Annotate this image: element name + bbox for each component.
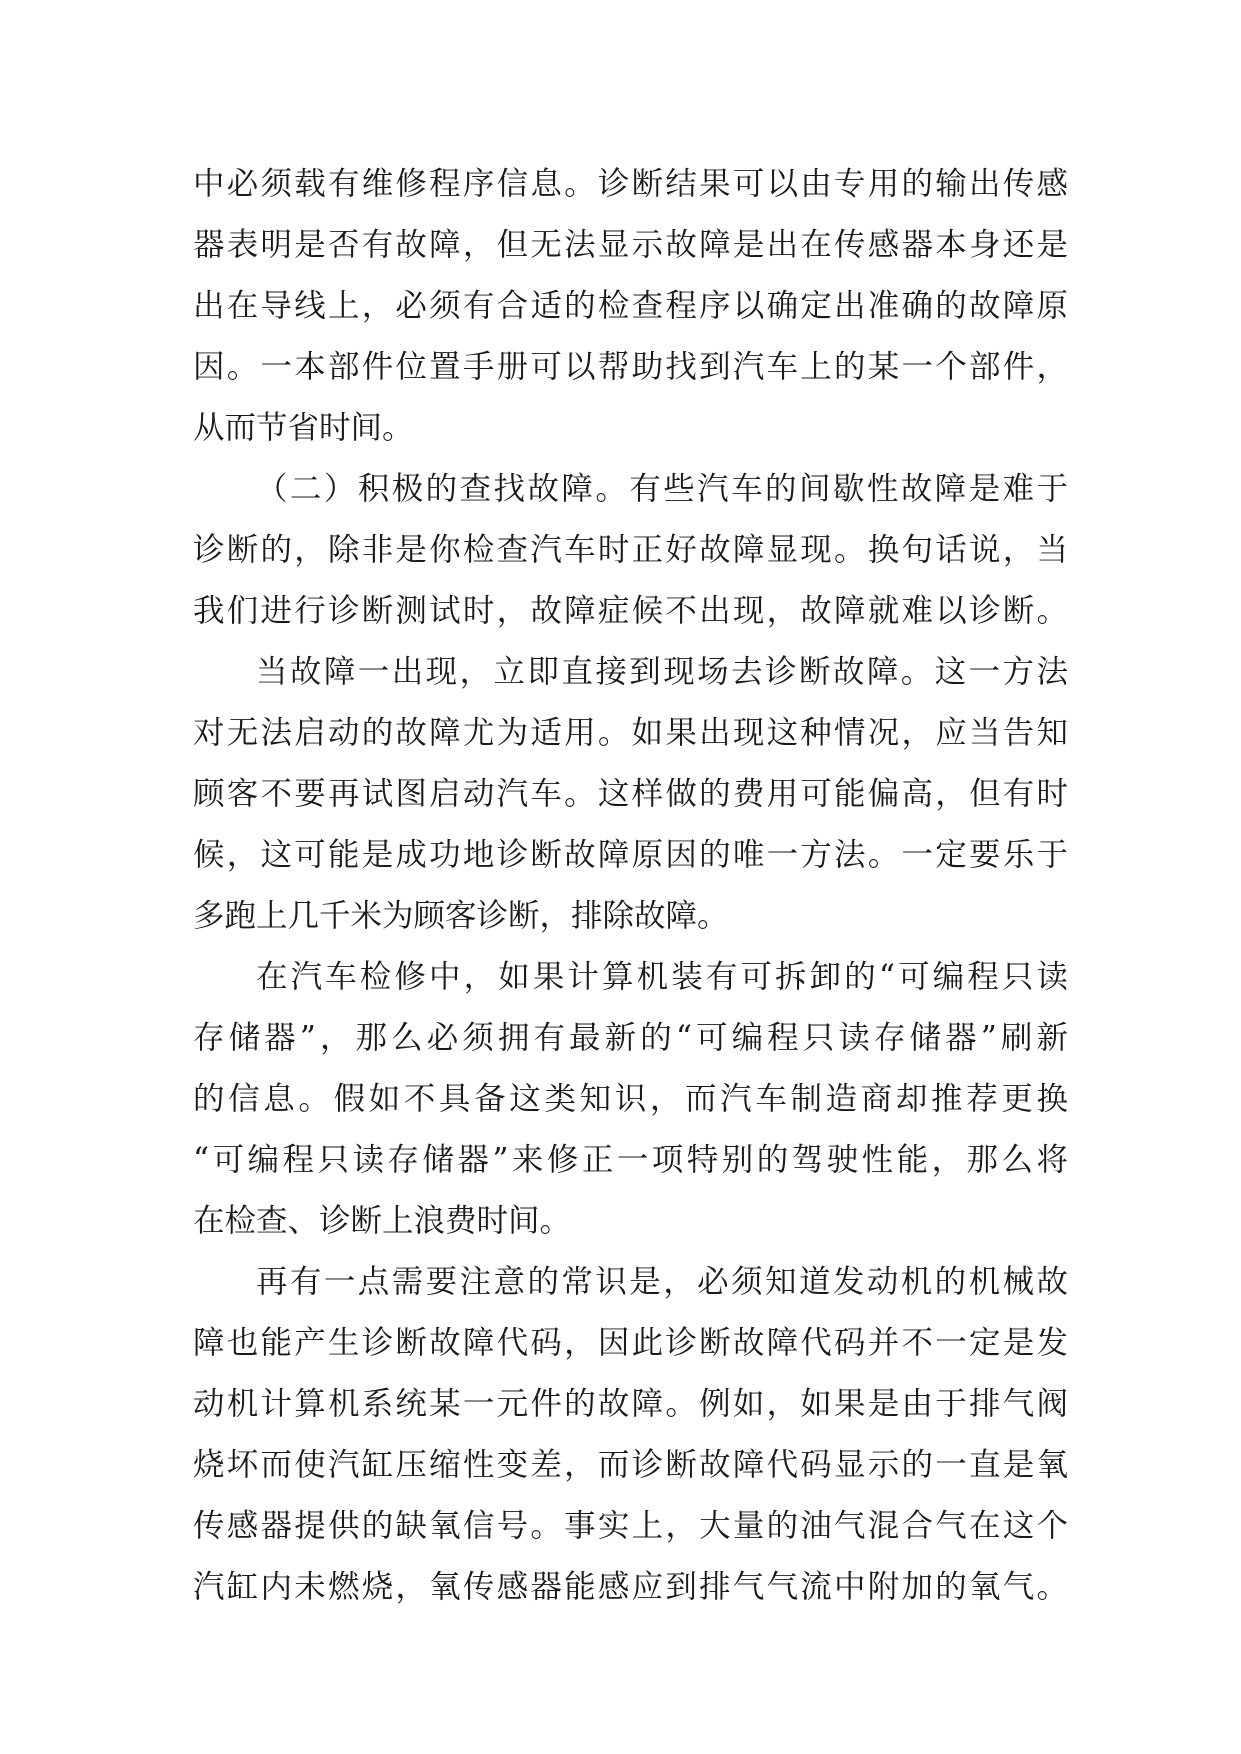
text-line: 的信息。假如不具备这类知识，而汽车制造商却推荐更换 (193, 1081, 1068, 1117)
paragraph-first-line: 当故障一出现，立即直接到现场去诊断故障。这一方法 (256, 654, 1068, 690)
text-line: 我们进行诊断测试时，故障症候不出现，故障就难以诊断。 (193, 593, 1068, 629)
text-line: 因。一本部件位置手册可以帮助找到汽车上的某一个部件， (193, 349, 1068, 385)
paragraph-first-line: （二）积极的查找故障。有些汽车的间歇性故障是难于 (256, 471, 1068, 507)
text-line: “可编程只读存储器”来修正一项特别的驾驶性能，那么将 (193, 1142, 1068, 1178)
text-line: 烧坏而使汽缸压缩性变差，而诊断故障代码显示的一直是氧 (193, 1447, 1068, 1483)
paragraph-first-line: 在汽车检修中，如果计算机装有可拆卸的“可编程只读 (256, 959, 1068, 995)
text-line: 传感器提供的缺氧信号。事实上，大量的油气混合气在这个 (193, 1508, 1068, 1544)
body-text (193, 154, 1068, 1618)
text-line: 出在导线上，必须有合适的检查程序以确定出准确的故障原 (193, 288, 1068, 324)
text-line: 汽缸内未燃烧，氧传感器能感应到排气气流中附加的氧气。 (193, 1569, 1068, 1605)
text-line: 对无法启动的故障尤为适用。如果出现这种情况，应当告知 (193, 715, 1068, 751)
text-line: 诊断的，除非是你检查汽车时正好故障显现。换句话说，当 (193, 532, 1068, 568)
text-line: 从而节省时间。 (193, 410, 414, 446)
text-line: 在检查、诊断上浪费时间。 (193, 1203, 572, 1239)
text-line: 动机计算机系统某一元件的故障。例如，如果是由于排气阀 (193, 1386, 1068, 1422)
text-line: 障也能产生诊断故障代码，因此诊断故障代码并不一定是发 (193, 1325, 1068, 1361)
text-line: 存储器”，那么必须拥有最新的“可编程只读存储器”刷新 (193, 1020, 1068, 1056)
paragraph-first-line: 再有一点需要注意的常识是，必须知道发动机的机械故 (256, 1264, 1068, 1300)
text-line: 器表明是否有故障，但无法显示故障是出在传感器本身还是 (193, 227, 1068, 263)
text-line: 中必须载有维修程序信息。诊断结果可以由专用的输出传感 (193, 166, 1068, 202)
text-line: 候，这可能是成功地诊断故障原因的唯一方法。一定要乐于 (193, 837, 1068, 873)
text-line: 顾客不要再试图启动汽车。这样做的费用可能偏高，但有时 (193, 776, 1068, 812)
text-line: 多跑上几千米为顾客诊断，排除故障。 (193, 898, 729, 934)
